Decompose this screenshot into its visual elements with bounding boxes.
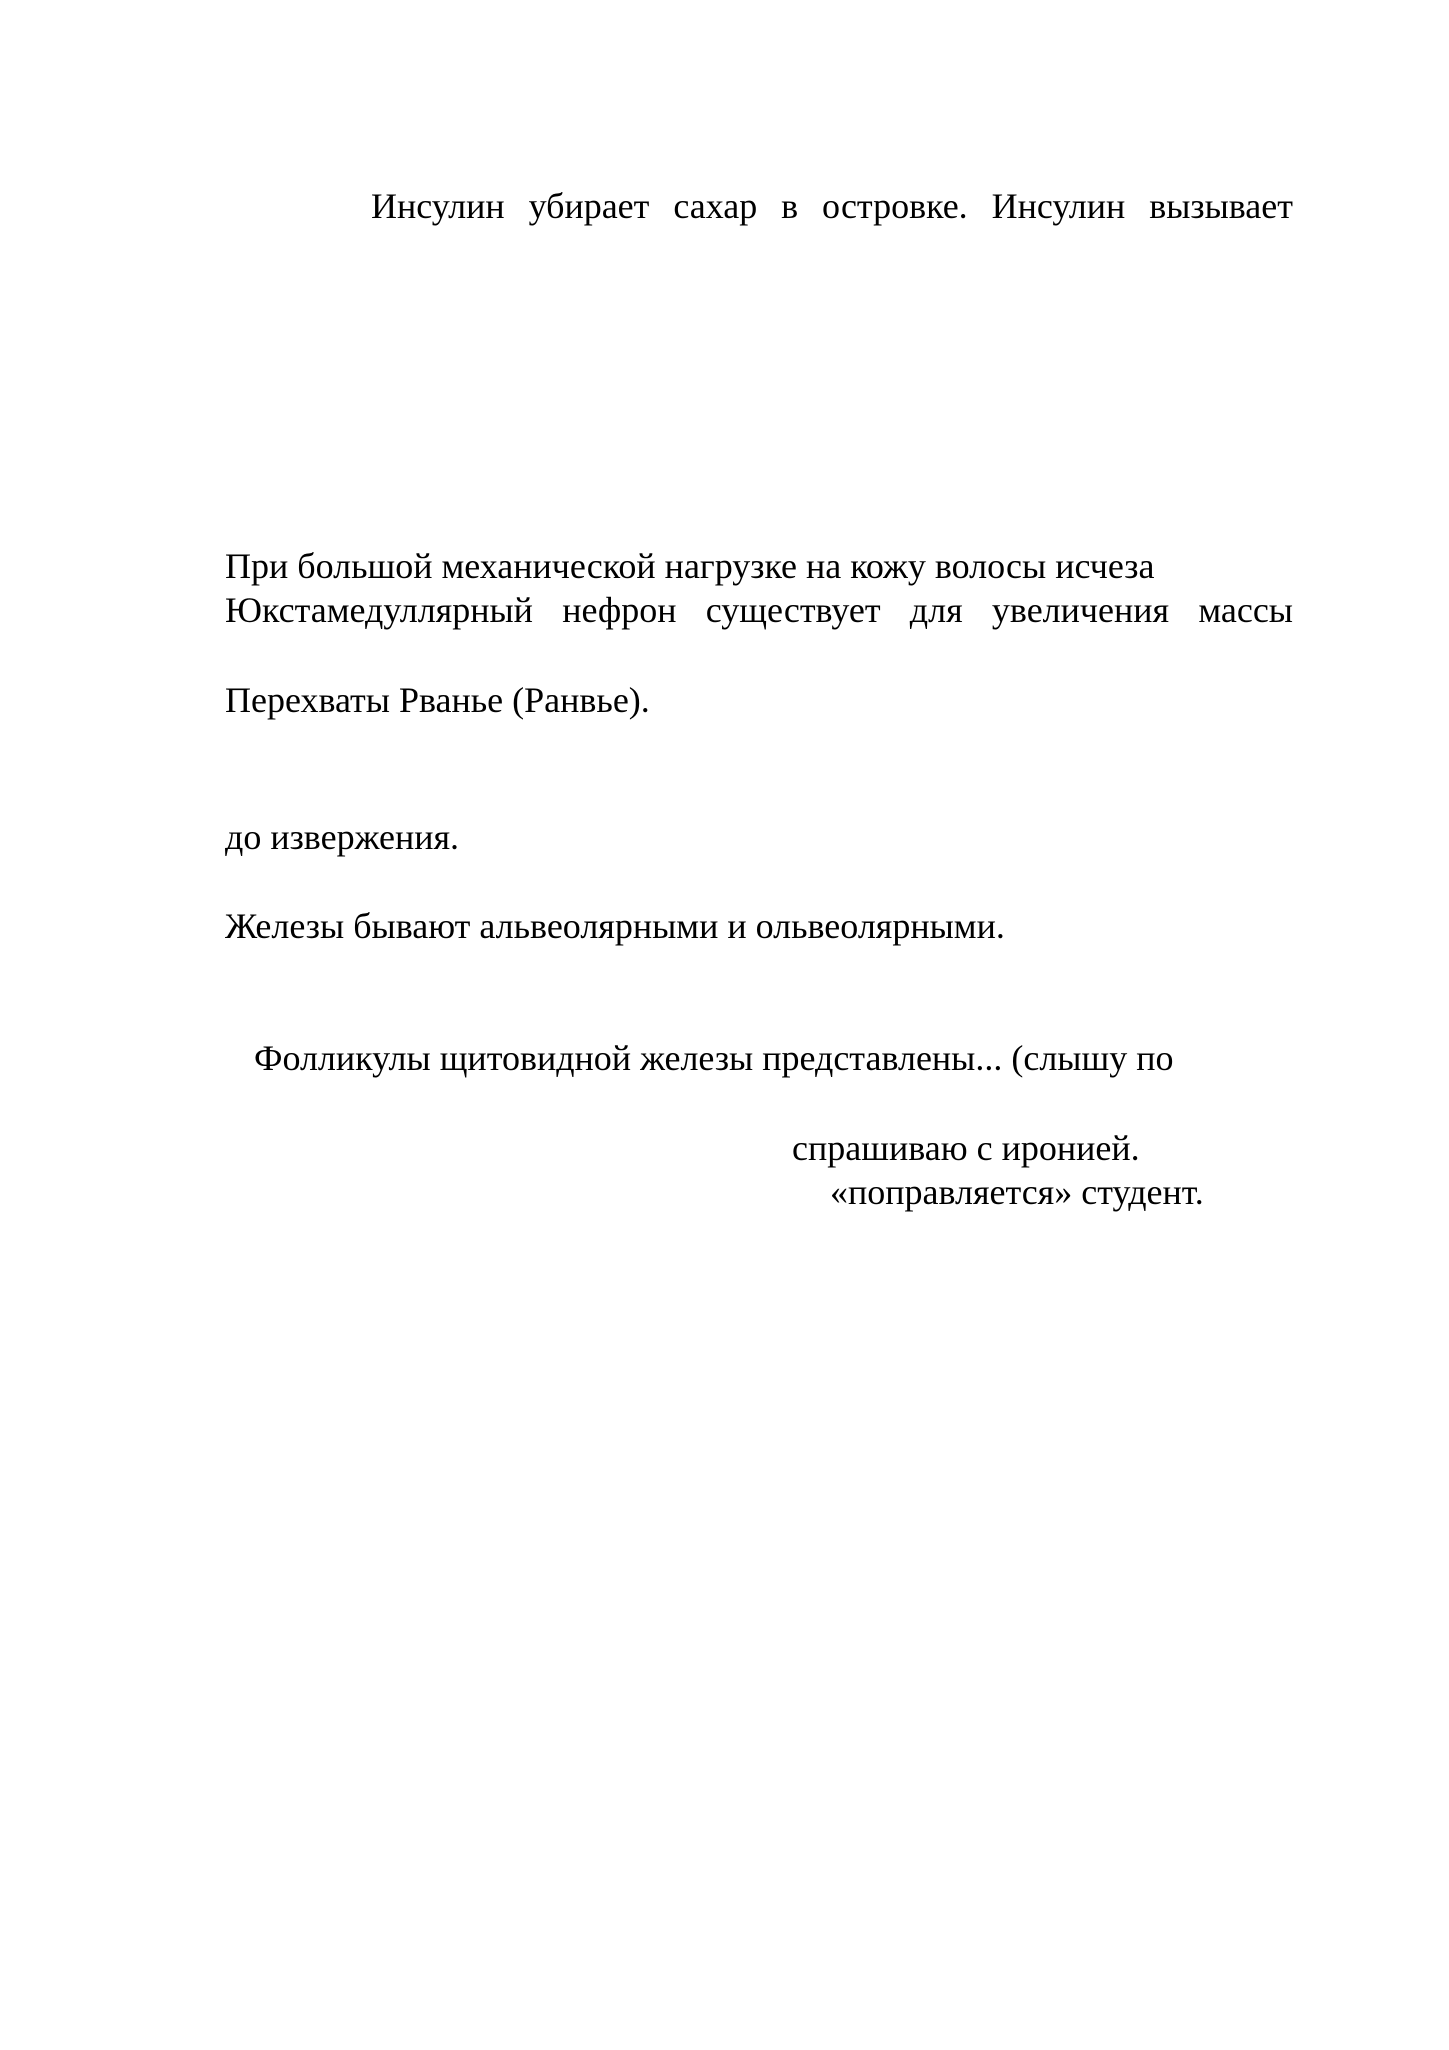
text-line-thyroid: Фолликулы щитовидной железы представлены... (слышу по xyxy=(254,1038,1174,1078)
text-line-student: «поправляется» студент. xyxy=(830,1172,1204,1212)
text-line-ranvier: Перехваты Рванье (Ранвье). xyxy=(225,680,650,720)
text-line-insulin: Инсулин убирает сахар в островке. Инсулин вызывает xyxy=(371,186,1293,226)
text-line-irony: спрашиваю с иронией. xyxy=(792,1128,1140,1168)
text-line-eruption: до извержения. xyxy=(225,817,460,857)
text-line-skin-load: При большой механической нагрузке на кожу волосы исчеза xyxy=(225,546,1155,586)
text-line-glands: Железы бывают альвеолярными и ольвеолярными. xyxy=(225,906,1005,946)
text-line-nephron: Юкстамедуллярный нефрон существует для увеличения массы xyxy=(225,590,1293,630)
